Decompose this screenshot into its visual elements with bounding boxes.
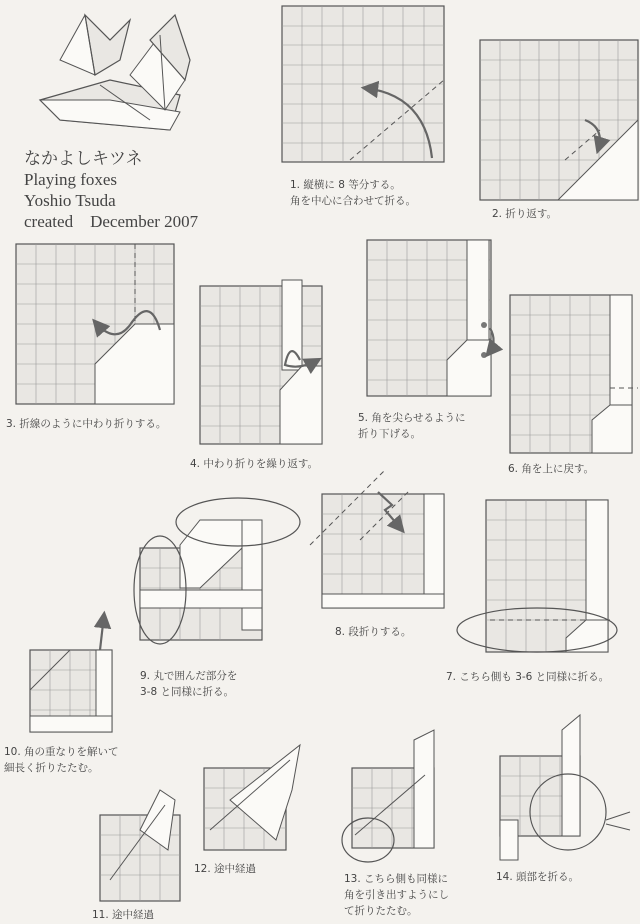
- step-10-diagram: [30, 615, 112, 732]
- step-6-line-1: 6. 角を上に戻す。: [508, 463, 595, 475]
- step-13-line-3: て折りたたむ。: [344, 905, 418, 917]
- step-8-line-1: 8. 段折りする。: [335, 626, 412, 638]
- title-english: Playing foxes: [24, 170, 118, 189]
- author-name: Yoshio Tsuda: [24, 191, 116, 210]
- step-3-diagram: [16, 244, 174, 404]
- step-4-line-1: 4. 中わり折りを繰り返す。: [190, 458, 319, 470]
- step-4-caption: [190, 456, 318, 472]
- step-10-line-1: 10. 角の重なりを解いて: [4, 746, 119, 758]
- step-13-line-2: 角を引き出すようにし: [344, 889, 449, 901]
- step-11-diagram: [100, 790, 180, 901]
- step-1-line-2: 角を中心に合わせて折る。: [290, 195, 416, 207]
- step-13-caption: [344, 871, 449, 919]
- step-9-line-2: 3-8 と同様に折る。: [140, 686, 234, 698]
- step-12-diagram: [204, 745, 300, 850]
- step-3-caption: [6, 416, 166, 432]
- step-7-line-1: 7. こちら側も 3-6 と同様に折る。: [446, 671, 610, 683]
- step-8-diagram: [310, 470, 444, 608]
- step-2-diagram: [480, 40, 638, 200]
- step-1-caption: [290, 177, 416, 209]
- created-line: [24, 211, 198, 232]
- step-1-diagram: [282, 6, 444, 162]
- step-12-line-1: 12. 途中経過: [194, 863, 257, 875]
- step-10-line-2: 細長く折りたたむ。: [4, 762, 99, 774]
- step-4-diagram: [200, 280, 322, 444]
- step-5-diagram: [367, 240, 494, 396]
- created-date: December 2007: [90, 212, 199, 231]
- step-11-line-1: 11. 途中経過: [92, 909, 155, 921]
- step-1-line-1: 1. 縦横に 8 等分する。: [290, 179, 401, 191]
- step-14-line-1: 14. 頭部を折る。: [496, 871, 580, 883]
- step-6-caption: [508, 461, 594, 477]
- step-5-line-1: 5. 角を尖らせるように: [358, 412, 466, 424]
- step-9-caption: [140, 668, 237, 700]
- step-6-diagram: [510, 295, 638, 453]
- step-2-line-1: 2. 折り返す。: [492, 208, 558, 220]
- step-5-line-2: 折り下げる。: [358, 428, 421, 440]
- step-13-diagram: [342, 730, 434, 862]
- step-8-caption: [335, 624, 411, 640]
- step-7-caption: [446, 669, 609, 685]
- step-9-line-1: 9. 丸で囲んだ部分を: [140, 670, 238, 682]
- created-label: created: [24, 212, 74, 231]
- step-7-diagram: [457, 500, 617, 652]
- step-14-caption: [496, 869, 579, 885]
- step-2-caption: [492, 206, 557, 222]
- step-9-diagram: [134, 498, 300, 644]
- step-10-caption: [4, 744, 119, 776]
- finished-foxes-illustration: [40, 15, 190, 130]
- diagram-header: [24, 148, 198, 232]
- step-13-line-1: 13. こちら側も同様に: [344, 873, 449, 885]
- step-11-caption: [92, 907, 154, 923]
- title-japanese: なかよしキツネ: [24, 149, 143, 168]
- step-3-line-1: 3. 折線のように中わり折りする。: [6, 418, 167, 430]
- step-5-caption: [358, 410, 466, 442]
- step-14-diagram: [500, 715, 630, 860]
- step-12-caption: [194, 861, 256, 877]
